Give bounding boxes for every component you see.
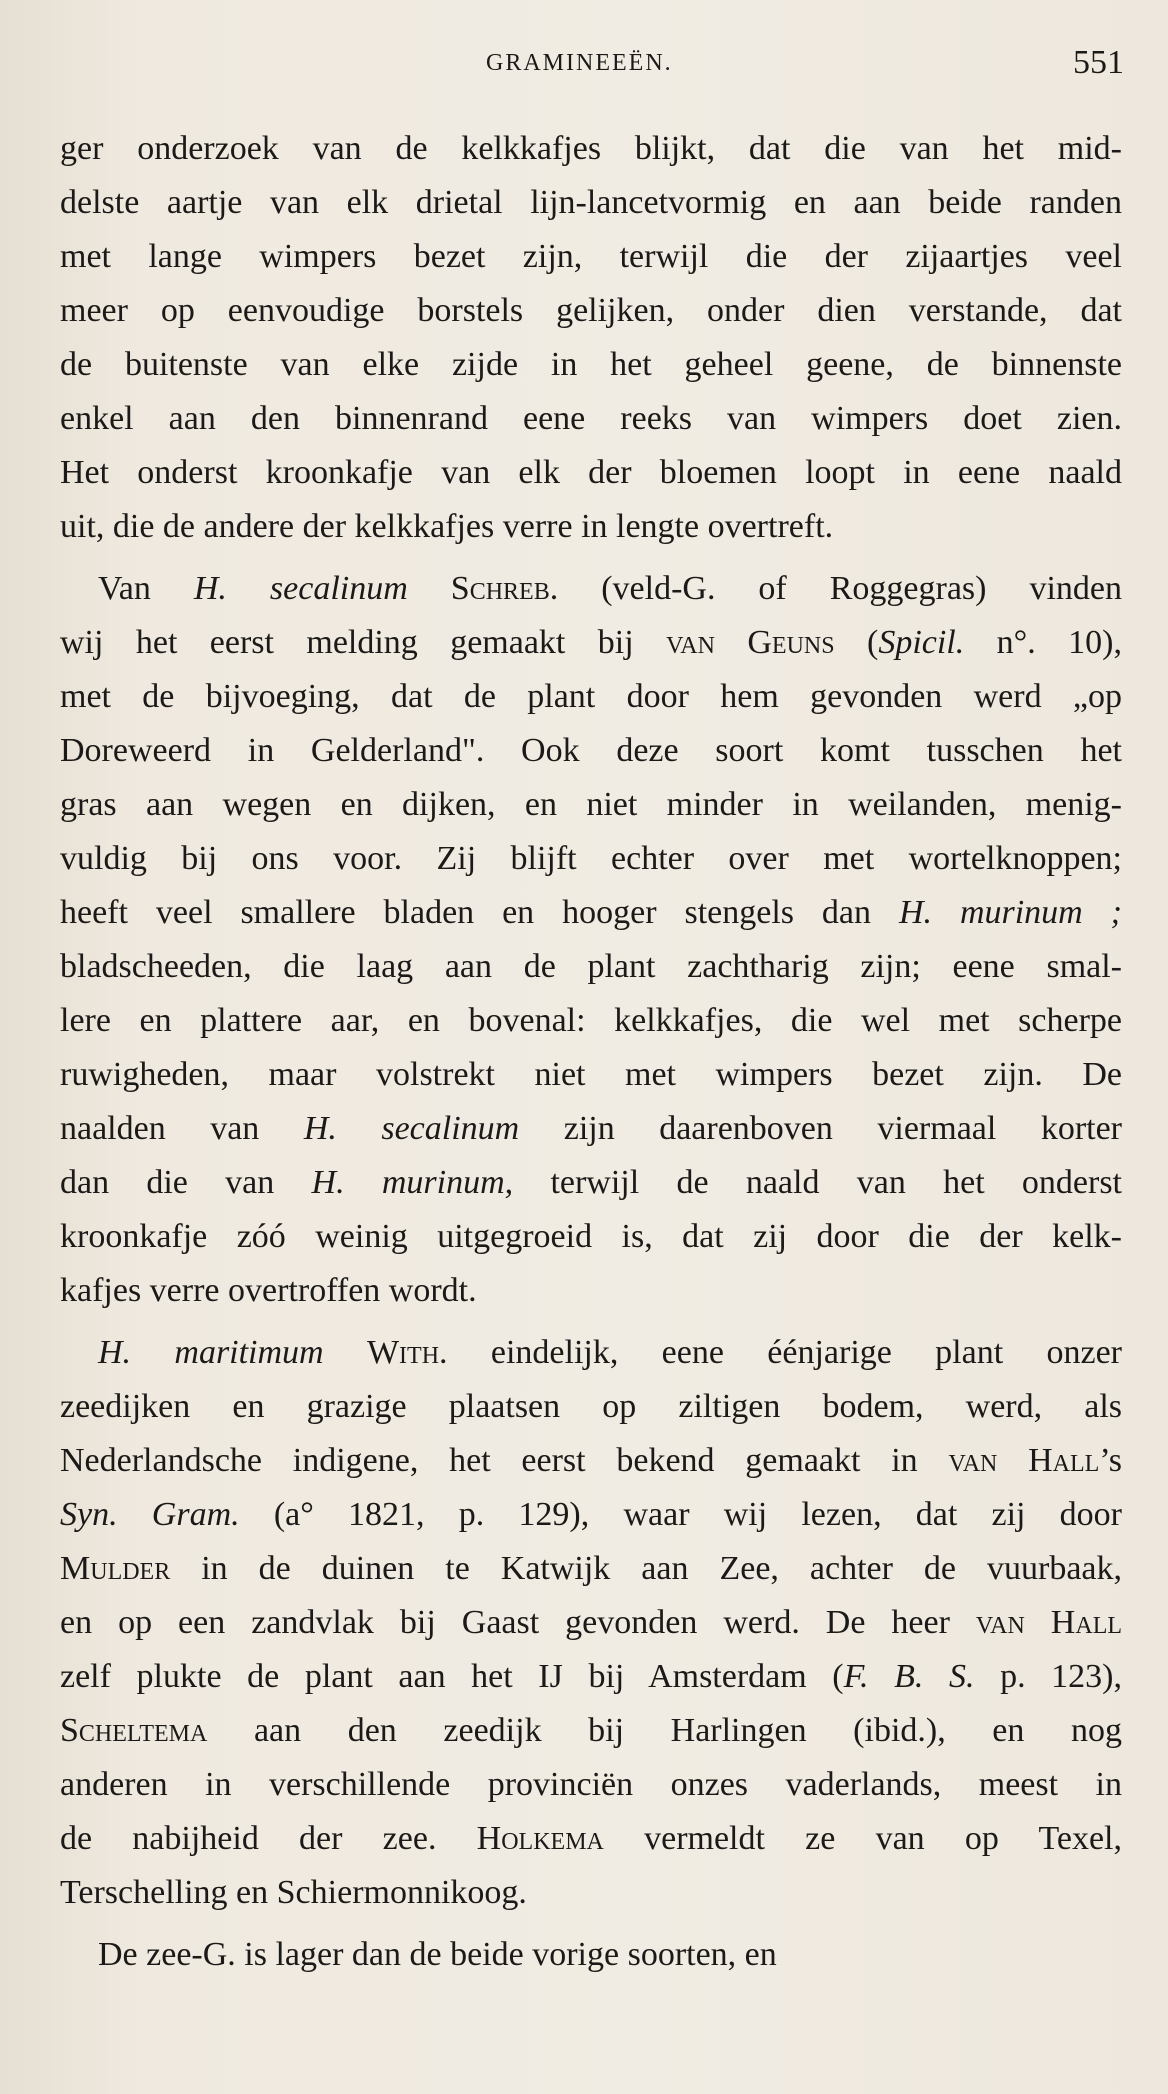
paragraph xyxy=(60,1326,1122,1920)
text-line xyxy=(60,1048,1122,1102)
text-run: ruwigheden, maar volstrekt niet met wimpers bezet zijn. De xyxy=(60,1056,1122,1093)
paragraph xyxy=(60,562,1122,1318)
text-run: lere en plattere aar, en bovenal: kelkkafjes, die wel met scherpe xyxy=(60,1002,1122,1039)
italic-text: H. maritimum xyxy=(98,1334,324,1371)
small-caps-name: van Hall xyxy=(975,1604,1123,1641)
text-line xyxy=(60,670,1122,724)
text-run: dan die van xyxy=(60,1164,312,1201)
small-caps-name: van Geuns xyxy=(666,624,835,661)
text-line xyxy=(60,1102,1122,1156)
text-run: heeft veel smallere bladen en hooger stengels dan xyxy=(60,894,899,931)
italic-text: H. secalinum xyxy=(303,1110,520,1147)
text-line xyxy=(60,562,1122,616)
paragraph xyxy=(60,1928,1122,1982)
italic-text: H. secalinum xyxy=(193,570,408,607)
text-run: uit, die de andere der kelkkafjes verre in lengte overtreft. xyxy=(60,508,834,545)
small-caps-name: Holkema xyxy=(476,1820,604,1857)
text-run: en op een zandvlak bij Gaast gevonden werd. De heer xyxy=(60,1604,976,1641)
running-title: GRAMINEEËN. xyxy=(486,50,673,76)
text-run: eindelijk, eene éénjarige plant onzer xyxy=(447,1334,1123,1371)
text-line xyxy=(60,1866,1122,1920)
text-run xyxy=(408,570,451,607)
text-run: terwijl de naald van het onderst xyxy=(513,1164,1123,1201)
text-run: delste aartje van elk drietal lijn-lancetvormig en aan beide randen xyxy=(60,184,1122,221)
text-run: Terschelling en Schiermonnikoog. xyxy=(60,1874,527,1911)
text-run: in de duinen te Katwijk aan Zee, achter de vuurbaak, xyxy=(170,1550,1122,1587)
text-run: anderen in verschillende provinciën onzes vaderlands, meest in xyxy=(60,1766,1122,1803)
text-run: (veld-G. of Roggegras) vinden xyxy=(558,570,1122,607)
text-line xyxy=(60,230,1122,284)
italic-text: Syn. Gram. xyxy=(60,1496,240,1533)
text-run: Doreweerd in Gelderland". Ook deze soort komt tusschen het xyxy=(60,732,1122,769)
text-run: p. 123), xyxy=(974,1658,1123,1695)
text-run: Nederlandsche indigene, het eerst bekend gemaakt in xyxy=(60,1442,949,1479)
text-line xyxy=(60,1488,1122,1542)
text-run: zeedijken en grazige plaatsen op ziltigen bodem, werd, als xyxy=(60,1388,1122,1425)
small-caps-name: Scheltema xyxy=(60,1712,208,1749)
text-line xyxy=(60,122,1122,176)
text-line xyxy=(60,778,1122,832)
text-line xyxy=(60,176,1122,230)
body-text xyxy=(60,122,1122,1982)
text-line xyxy=(60,338,1122,392)
italic-text: H. murinum, xyxy=(311,1164,514,1201)
small-caps-name: van Hall xyxy=(948,1442,1100,1479)
text-line xyxy=(60,1434,1122,1488)
text-run: Het onderst kroonkafje van elk der bloemen loopt in eene naald xyxy=(60,454,1122,491)
italic-text: Spicil. xyxy=(878,624,965,661)
text-line xyxy=(60,1704,1122,1758)
text-run: kroonkafje zóó weinig uitgegroeid is, dat zij door die der kelk- xyxy=(60,1218,1122,1255)
text-line xyxy=(60,616,1122,670)
italic-text: H. murinum ; xyxy=(898,894,1122,931)
text-line xyxy=(60,1650,1122,1704)
text-line xyxy=(60,1380,1122,1434)
small-caps-name: With. xyxy=(366,1334,448,1371)
text-run: wij het eerst melding gemaakt bij xyxy=(60,624,667,661)
paragraph xyxy=(60,122,1122,554)
text-run: n°. 10), xyxy=(964,624,1122,661)
text-run: met lange wimpers bezet zijn, terwijl die der zijaartjes veel xyxy=(60,238,1122,275)
text-run: vuldig bij ons voor. Zij blijft echter over met wortelknoppen; xyxy=(60,840,1122,877)
text-line xyxy=(60,392,1122,446)
text-line xyxy=(60,886,1122,940)
text-run: gras aan wegen en dijken, en niet minder in weilanden, menig- xyxy=(60,786,1122,823)
text-line xyxy=(60,940,1122,994)
text-line xyxy=(60,1812,1122,1866)
italic-text: F. B. S. xyxy=(843,1658,975,1695)
text-run: enkel aan den binnenrand eene reeks van wimpers doet zien. xyxy=(60,400,1122,437)
text-run: (a° 1821, p. 129), waar wij lezen, dat zij door xyxy=(239,1496,1122,1533)
text-run: zijn daarenboven viermaal korter xyxy=(519,1110,1123,1147)
text-run: Van xyxy=(98,570,194,607)
text-run: de nabijheid der zee. xyxy=(60,1820,477,1857)
text-line xyxy=(60,1596,1122,1650)
text-run: bladscheeden, die laag aan de plant zachtharig zijn; eene smal- xyxy=(60,948,1122,985)
text-run: vermeldt ze van op Texel, xyxy=(603,1820,1122,1857)
text-line xyxy=(60,1156,1122,1210)
small-caps-name: Mulder xyxy=(60,1550,171,1587)
small-caps-name: Schreb. xyxy=(450,570,559,607)
text-line xyxy=(60,994,1122,1048)
text-run: aan den zeedijk bij Harlingen (ibid.), en nog xyxy=(207,1712,1122,1749)
text-run: ’s xyxy=(1099,1442,1123,1479)
text-line xyxy=(60,446,1122,500)
text-run: zelf plukte de plant aan het IJ bij Amsterdam ( xyxy=(60,1658,844,1695)
text-run: naalden van xyxy=(60,1110,304,1147)
page-header xyxy=(0,44,1168,94)
text-line xyxy=(60,1210,1122,1264)
text-line xyxy=(60,1928,1122,1982)
text-line xyxy=(60,724,1122,778)
text-run: De zee-G. is lager dan de beide vorige soorten, en xyxy=(98,1936,777,1973)
text-line xyxy=(60,284,1122,338)
text-line xyxy=(60,1326,1122,1380)
text-run: meer op eenvoudige borstels gelijken, onder dien verstande, dat xyxy=(60,292,1122,329)
text-line xyxy=(60,832,1122,886)
page-number: 551 xyxy=(1073,44,1124,81)
text-run: ( xyxy=(834,624,879,661)
text-run: kafjes verre overtroffen wordt. xyxy=(60,1272,477,1309)
text-line xyxy=(60,1264,1122,1318)
text-run: de buitenste van elke zijde in het geheel geene, de binnenste xyxy=(60,346,1122,383)
text-line xyxy=(60,500,1122,554)
text-line xyxy=(60,1542,1122,1596)
text-line xyxy=(60,1758,1122,1812)
text-run: ger onderzoek van de kelkkafjes blijkt, dat die van het mid- xyxy=(60,130,1122,167)
text-run xyxy=(324,1334,367,1371)
text-run: met de bijvoeging, dat de plant door hem gevonden werd „op xyxy=(60,678,1122,715)
